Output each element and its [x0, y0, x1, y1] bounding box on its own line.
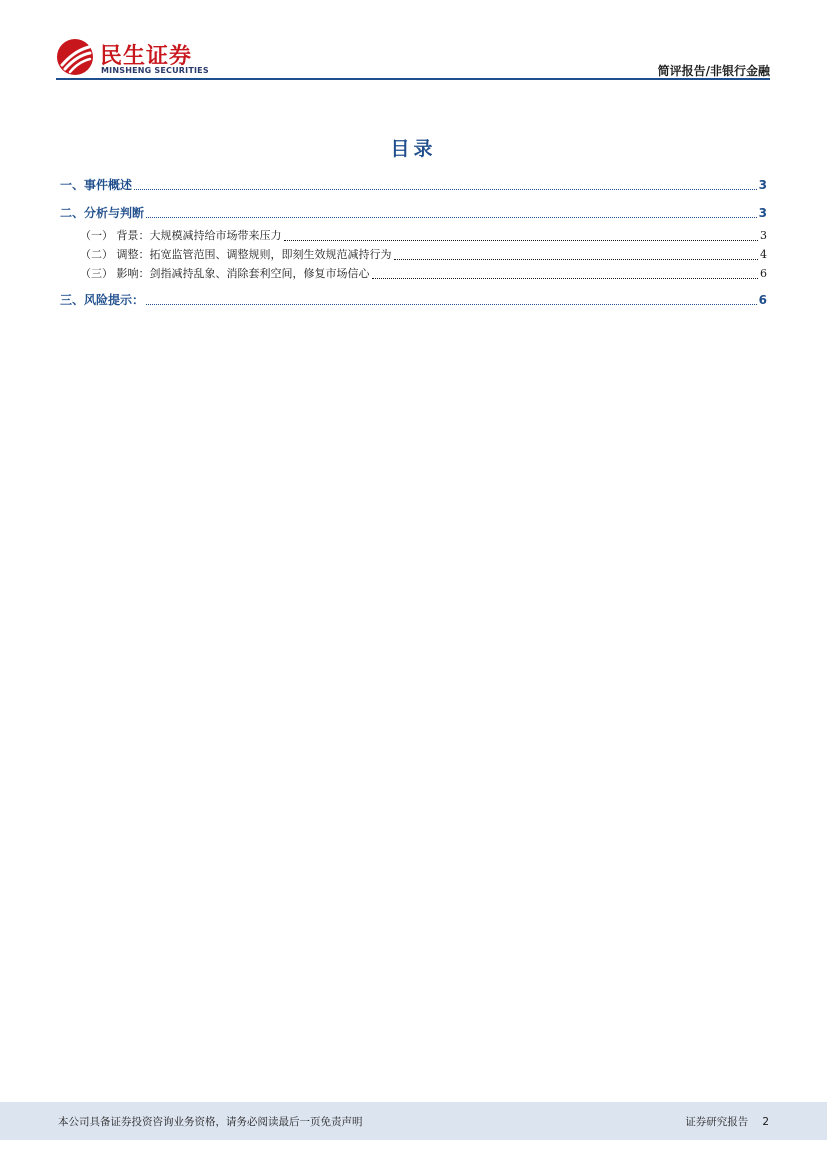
- toc-entry-text: 二、分析与判断: [60, 206, 145, 220]
- toc-entry-page: 6: [760, 267, 767, 280]
- toc-leader-dots: [372, 278, 759, 279]
- toc-entry-risk-warning[interactable]: [60, 289, 767, 311]
- page-header: [56, 34, 770, 82]
- company-logo: [56, 38, 216, 78]
- toc-entry-text: 三、风险提示：: [60, 293, 145, 307]
- toc-entry-text: （一） 背景：大规模减持给市场带来压力: [80, 229, 282, 242]
- logo-chinese-name: 民生证券: [100, 44, 193, 69]
- toc-entry-page: 4: [760, 248, 767, 261]
- toc-entry-page: 6: [758, 293, 767, 307]
- footer-right: [685, 1114, 769, 1129]
- logo-english-name: MINSHENG SECURITIES: [101, 66, 209, 75]
- header-divider: [56, 78, 770, 80]
- toc-entry-adjustment[interactable]: [60, 245, 767, 264]
- toc-entry-page: 3: [758, 178, 767, 192]
- page-footer: [0, 1102, 827, 1140]
- toc-entry-page: 3: [760, 229, 767, 242]
- page-number: 2: [762, 1116, 769, 1128]
- toc-leader-dots: [394, 259, 759, 260]
- toc-entry-text: （二） 调整：拓宽监管范围、调整规则，即刻生效规范减持行为: [80, 248, 392, 261]
- toc-entry-text: （三） 影响：剑指减持乱象、消除套利空间，修复市场信心: [80, 267, 370, 280]
- toc-entry-page: 3: [758, 206, 767, 220]
- toc-entry-analysis[interactable]: [60, 202, 767, 224]
- footer-report-type: 证券研究报告: [685, 1116, 749, 1128]
- toc-leader-dots: [146, 304, 757, 305]
- toc-entry-event-overview[interactable]: [60, 174, 767, 196]
- toc-leader-dots: [284, 240, 759, 241]
- table-of-contents: [60, 174, 767, 311]
- minsheng-logo-icon: [56, 38, 94, 76]
- toc-entry-impact[interactable]: [60, 264, 767, 283]
- toc-leader-dots: [134, 189, 757, 190]
- footer-disclaimer: 本公司具备证券投资咨询业务资格，请务必阅读最后一页免责声明: [58, 1116, 363, 1128]
- toc-entry-background[interactable]: [60, 226, 767, 245]
- toc-title: 目录: [390, 138, 437, 160]
- report-category: 简评报告/非银行金融: [657, 64, 770, 78]
- toc-entry-text: 一、事件概述: [60, 178, 133, 192]
- toc-leader-dots: [146, 217, 757, 218]
